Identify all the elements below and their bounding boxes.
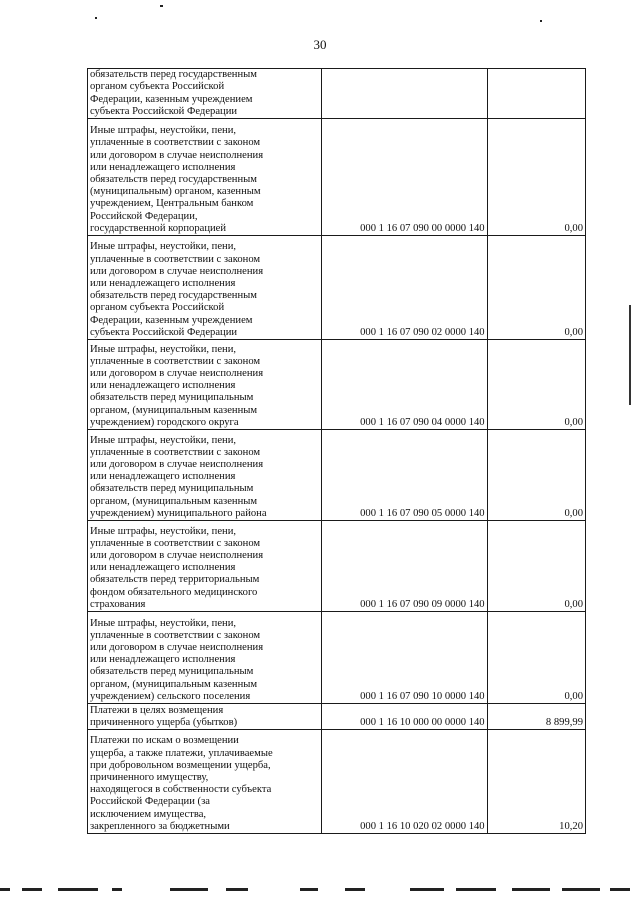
row-amount: 0,00 [487,340,585,430]
row-amount: 0,00 [487,430,585,521]
table-row [88,119,586,236]
scan-speck [160,5,163,7]
row-description: Иные штрафы, неустойки, пени, уплаченные в соответствии с законом или договором в случае неисполнения или ненадлежащего исполнения обязательств перед муниципальным органом, (муниципальным казенным учреждением) городского округа [88,340,322,430]
scan-bar [345,888,365,891]
row-budget-code: 000 1 16 07 090 00 0000 140 [321,119,487,236]
row-description: Платежи в целях возмещения причиненного ущерба (убытков) [88,704,322,730]
row-budget-code: 000 1 16 10 000 00 0000 140 [321,704,487,730]
row-amount [487,69,585,119]
revenue-table [87,68,586,834]
table-row [88,340,586,430]
row-amount: 0,00 [487,612,585,704]
row-budget-code: 000 1 16 07 090 09 0000 140 [321,521,487,612]
row-description: Платежи по искам о возмещении ущерба, а также платежи, уплачиваемые при добровольном возмещении ущерба, причиненного имуществу, находящегося в собственности субъекта Российской Федерации (за исключением имущества, закрепленного за бюджетными [88,730,322,834]
scan-bar [0,888,10,891]
scan-bar [58,888,98,891]
row-description: обязательств перед государственным органом субъекта Российской Федерации, казенным учреждением субъекта Российской Федерации [88,69,322,119]
scan-bar [512,888,550,891]
table-row [88,730,586,834]
row-budget-code [321,69,487,119]
scan-speck [540,20,542,22]
table-row [88,69,586,119]
row-budget-code: 000 1 16 07 090 05 0000 140 [321,430,487,521]
scan-bar [562,888,600,891]
row-amount: 0,00 [487,521,585,612]
table-row [88,704,586,730]
row-amount: 0,00 [487,236,585,340]
page-number: 30 [313,37,327,52]
table-row [88,236,586,340]
row-budget-code: 000 1 16 07 090 04 0000 140 [321,340,487,430]
table-row [88,521,586,612]
row-description: Иные штрафы, неустойки, пени, уплаченные в соответствии с законом или договором в случае неисполнения или ненадлежащего исполнения обязательств перед муниципальным органом, (муниципальным казенным учреждением) сельского поселения [88,612,322,704]
row-budget-code: 000 1 16 07 090 10 0000 140 [321,612,487,704]
row-budget-code: 000 1 16 07 090 02 0000 140 [321,236,487,340]
row-amount: 8 899,99 [487,704,585,730]
row-description: Иные штрафы, неустойки, пени, уплаченные в соответствии с законом или договором в случае неисполнения или ненадлежащего исполнения обязательств перед муниципальным органом, (муниципальным казенным учреждением) муниципального района [88,430,322,521]
row-description: Иные штрафы, неустойки, пени, уплаченные в соответствии с законом или договором в случае неисполнения или ненадлежащего исполнения обязательств перед государственным (муниципальным) органом, казенным учреждением, Центральным банком Российской Федерации, государственной корпорацией [88,119,322,236]
scan-bar [456,888,496,891]
table-row [88,430,586,521]
row-amount: 0,00 [487,119,585,236]
row-description: Иные штрафы, неустойки, пени, уплаченные в соответствии с законом или договором в случае неисполнения или ненадлежащего исполнения обязательств перед территориальным фондом обязательного медицинского страхования [88,521,322,612]
scan-bar [112,888,122,891]
row-budget-code: 000 1 16 10 020 02 0000 140 [321,730,487,834]
row-description: Иные штрафы, неустойки, пени, уплаченные в соответствии с законом или договором в случае неисполнения или ненадлежащего исполнения обязательств перед государственным органом субъекта Российской Федерации, казенным учреждением субъекта Российской Федерации [88,236,322,340]
scan-bar [300,888,318,891]
scan-bottom-artifacts [0,888,640,892]
table-row [88,612,586,704]
scan-bar [410,888,444,891]
scan-bar [226,888,248,891]
scan-speck [95,17,97,19]
scan-bar [610,888,630,891]
scan-bar [170,888,208,891]
row-amount: 10,20 [487,730,585,834]
scan-bar [22,888,42,891]
scan-edge-line [629,305,631,405]
